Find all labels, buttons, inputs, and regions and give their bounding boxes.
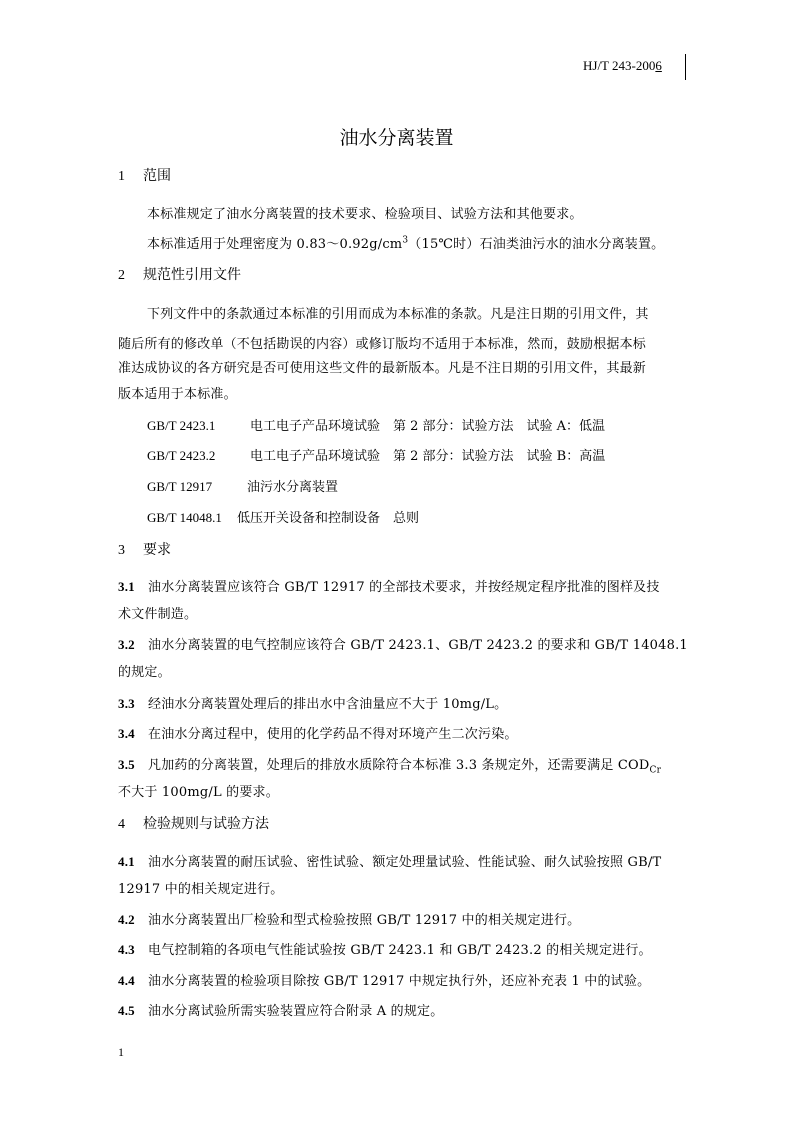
section-2-para-line: 准达成协议的各方研究是否可使用这些文件的最新版本。凡是不注日期的引用文件，其最新 (118, 361, 647, 376)
header-cursor-bar (685, 54, 686, 80)
section-2-heading: 2 规范性引用文件 (118, 267, 241, 283)
clause-3-3: 3.3 经油水分离装置处理后的排出水中含油量应不大于 10mg/L。 (118, 696, 508, 712)
clause-4-1-cont: 12917 中的相关规定进行。 (118, 882, 284, 897)
standard-code: HJ/T 243-2006 (583, 58, 662, 73)
document-title: 油水分离装置 (339, 127, 454, 149)
section-2-para-line: 下列文件中的条款通过本标准的引用而成为本标准的条款。凡是注日期的引用文件，其 (147, 307, 649, 322)
reference-item: GB/T 2423.2 电工电子产品环境试验 第 2 部分：试验方法 试验 B：高温 (147, 448, 606, 464)
clause-3-2-cont: 的规定。 (118, 665, 171, 680)
clause-4-3: 4.3 电气控制箱的各项电气性能试验按 GB/T 2423.1 和 GB/T 2423.2 的相关规定进行。 (118, 942, 652, 958)
section-2-para-line: 版本适用于本标准。 (118, 387, 237, 402)
section-2-para-line: 随后所有的修改单（不包括勘误的内容）或修订版均不适用于本标准，然而，鼓励根据本标 (118, 337, 647, 352)
clause-4-4: 4.4 油水分离装置的检验项目除按 GB/T 12917 中规定执行外，还应补充表 1 中的试验。 (118, 973, 651, 989)
clause-3-1-cont: 术文件制造。 (118, 607, 198, 622)
section-1-heading: 1 范围 (118, 168, 171, 184)
section-4-heading: 4 检验规则与试验方法 (118, 816, 269, 832)
reference-item: GB/T 12917 油污水分离装置 (147, 479, 339, 495)
reference-item: GB/T 14048.1 低压开关设备和控制设备 总则 (147, 510, 420, 526)
clause-3-5: 3.5 凡加药的分离装置，处理后的排放水质除符合本标准 3.3 条规定外，还需要满足 $COD_{Cr}$ (118, 757, 662, 776)
page-number: 1 (118, 1045, 124, 1059)
clause-4-5: 4.5 油水分离试验所需实验装置应符合附录 A 的规定。 (118, 1003, 444, 1019)
reference-item: GB/T 2423.1 电工电子产品环境试验 第 2 部分：试验方法 试验 A：低温 (147, 418, 606, 434)
clause-4-2: 4.2 油水分离装置出厂检验和型式检验按照 GB/T 12917 中的相关规定进行。 (118, 912, 581, 928)
section-3-heading: 3 要求 (118, 542, 171, 558)
section-1-para-1: 本标准规定了油水分离装置的技术要求、检验项目、试验方法和其他要求。 (147, 207, 583, 222)
section-1-para-2: 本标准适用于处理密度为 $0.83\sim 0.92g/cm^3(15℃$时）石油类油污水的油水分离装置。 (147, 235, 665, 252)
clause-3-4: 3.4 在油水分离过程中，使用的化学药品不得对环境产生二次污染。 (118, 726, 518, 742)
clause-3-5-cont: 不大于 100mg/L 的要求。 (118, 785, 279, 800)
clause-4-1: 4.1 油水分离装置的耐压试验、密性试验、额定处理量试验、性能试验、耐久试验按照 GB/T (118, 854, 662, 870)
clause-3-2: 3.2 油水分离装置的电气控制应该符合 GB/T 2423.1、GB/T 2423.2 的要求和 GB/T 14048.1 (118, 637, 688, 653)
clause-3-1: 3.1 油水分离装置应该符合 GB/T 12917 的全部技术要求，并按经规定程序批准的图样及技 (118, 579, 660, 595)
